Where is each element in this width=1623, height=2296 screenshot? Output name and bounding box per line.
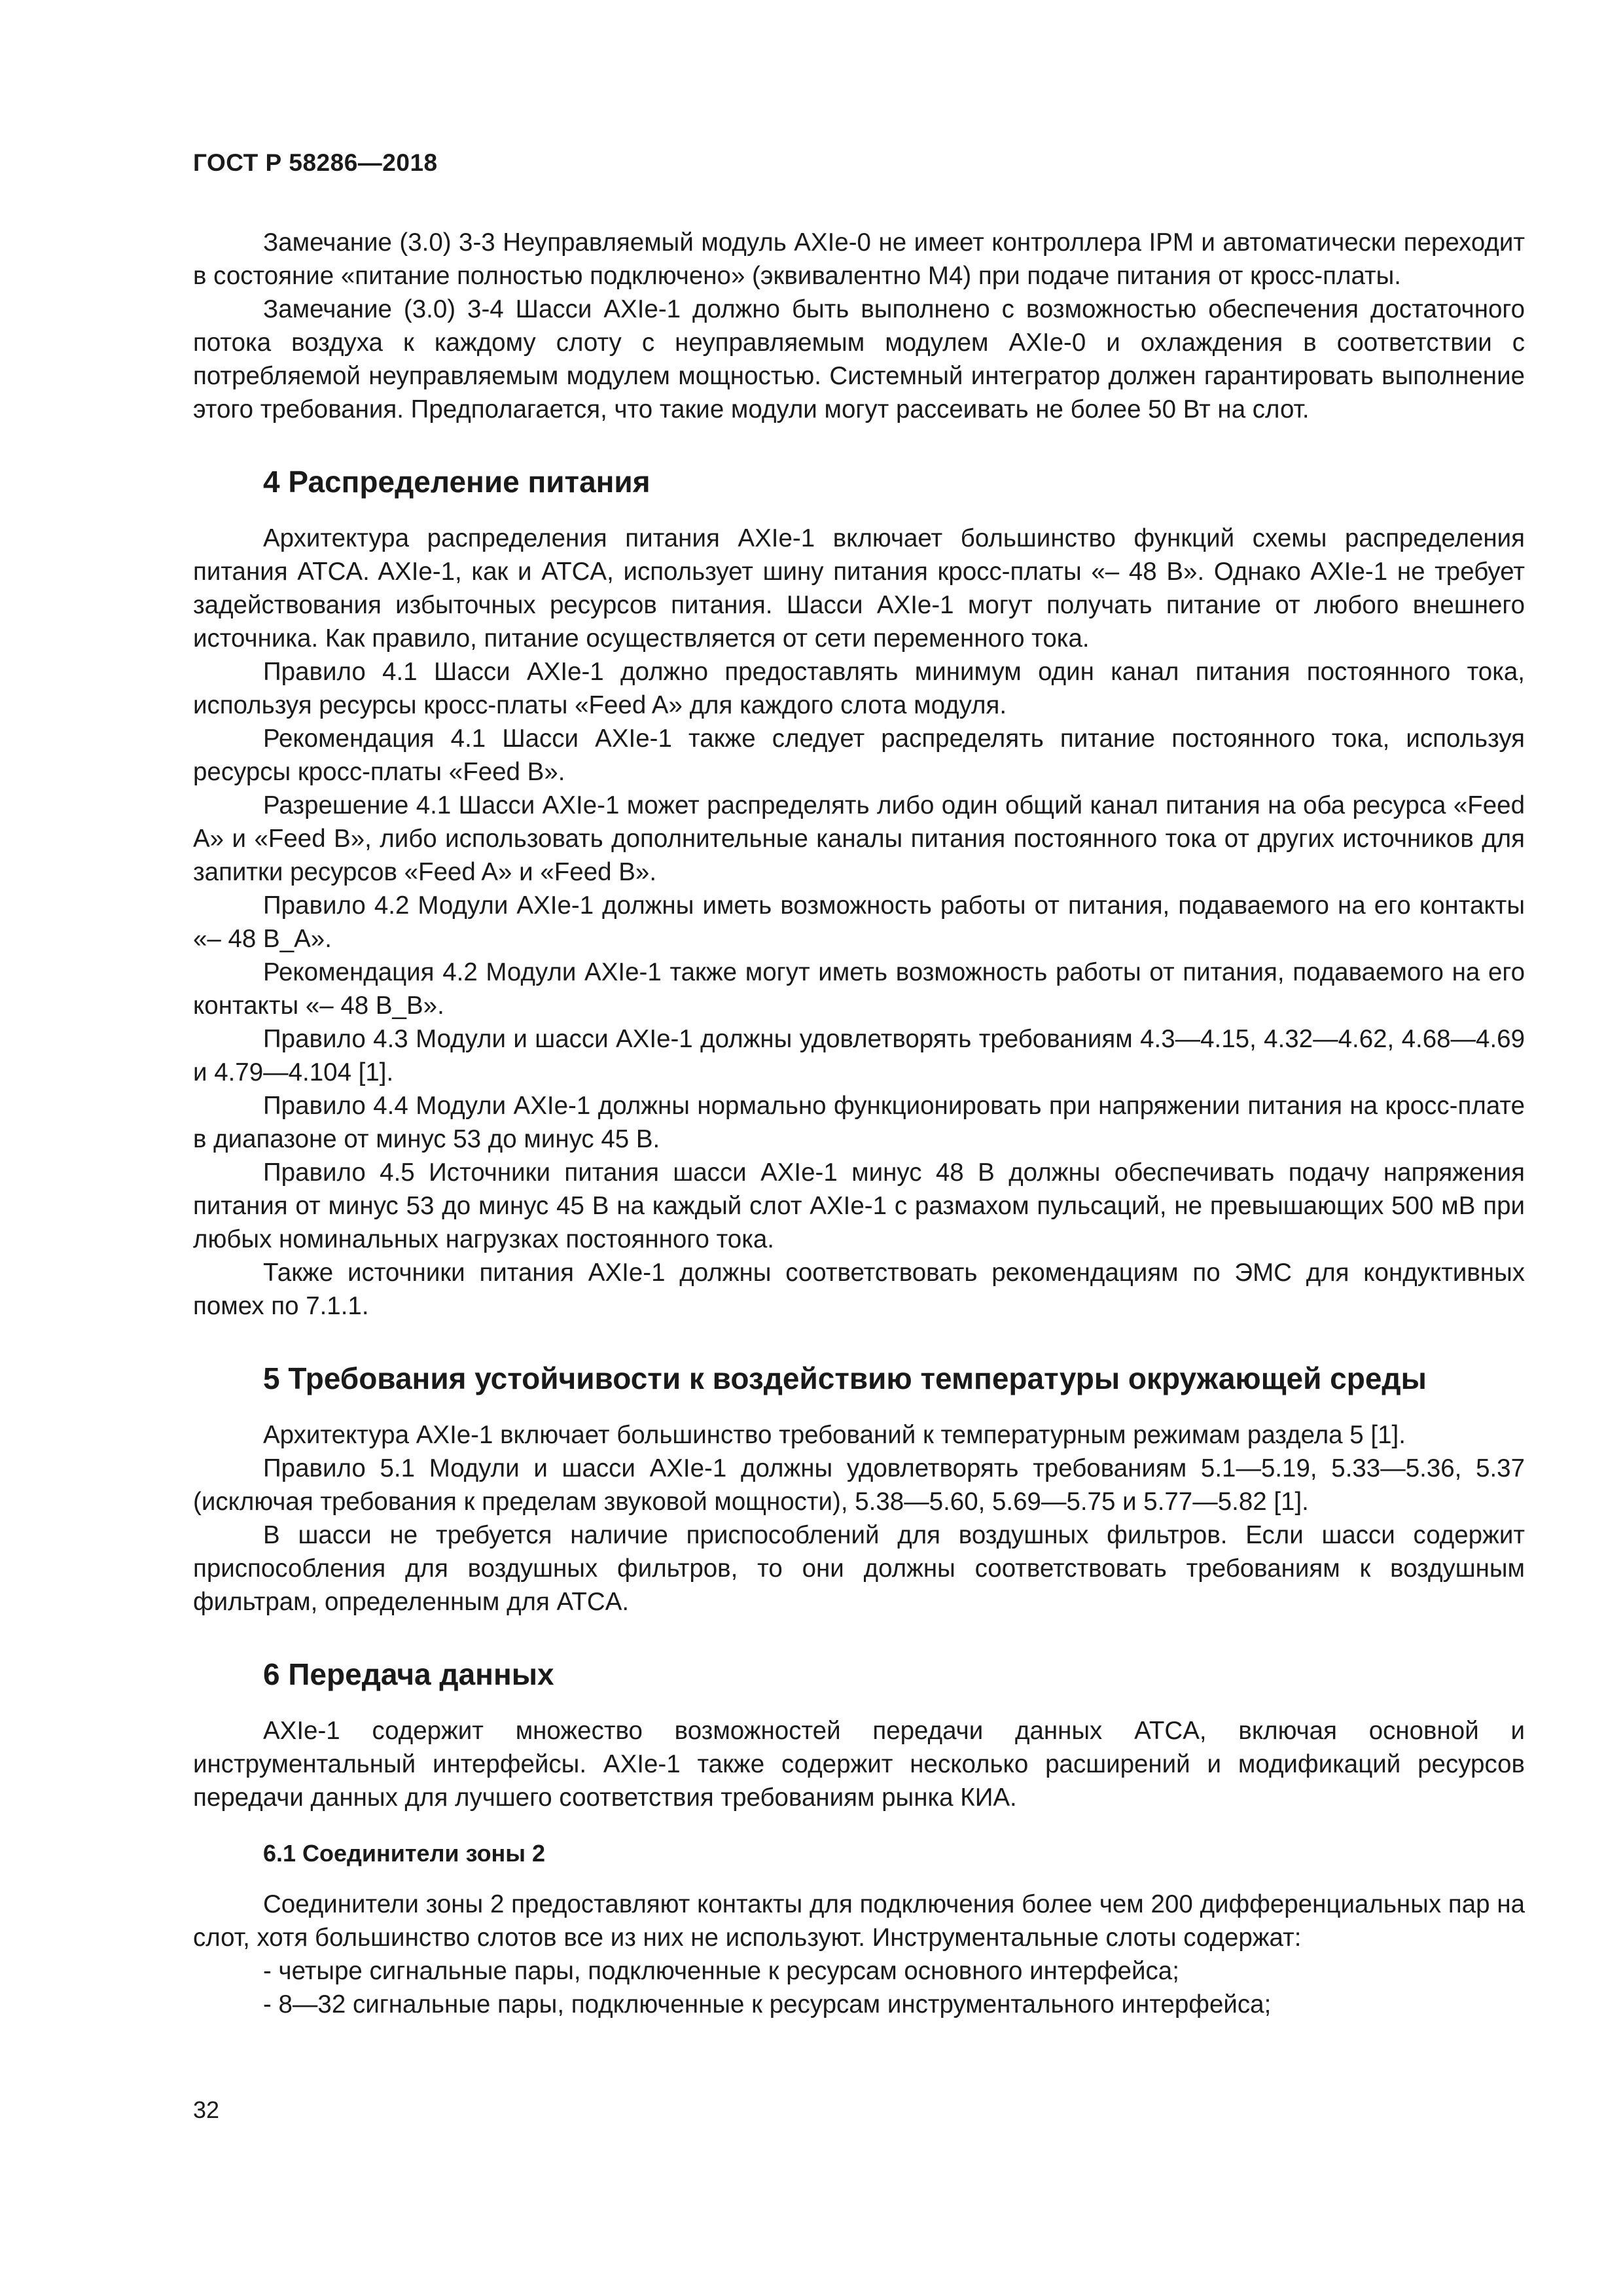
rule-4-4: Правило 4.4 Модули AXIe-1 должны нормально функционировать при напряжении питания на кросс-плате в диапазоне от минус 53 до минус 45 В. — [193, 1092, 1525, 1153]
document-page — [193, 0, 1525, 2296]
recommendation-4-1: Рекомендация 4.1 Шасси AXIe-1 также следует распределять питание постоянного тока, используя ресурсы кросс-платы «Feed B». — [193, 725, 1525, 786]
list-item-base-interface: - четыре сигнальные пары, подключенные к ресурсам основного интерфейса; — [263, 1957, 1179, 1985]
recommendation-4-2: Рекомендация 4.2 Модули AXIe-1 также могут иметь возможность работы от питания, подаваемого на его контакты «– 48 В_В». — [193, 958, 1525, 1020]
emc-note: Также источники питания AXIe-1 должны соответствовать рекомендациям по ЭМС для кондуктивных помех по 7.1.1. — [193, 1259, 1525, 1320]
document-body — [193, 226, 1525, 2021]
note-3-4: Замечание (3.0) 3-4 Шасси AXIe-1 должно быть выполнено с возможностью обеспечения достаточного потока воздуха к каждому слоту с неуправляемым модулем AXIe-0 и охлаждения в соответствии с потребляемой неуправляемым модулем мощностью. Системный интегратор должен гарантировать выполнение этого требования. Предполагается, что такие модули могут рассеивать не более 50 Вт на слот. — [193, 295, 1525, 423]
list-item-instrument-interface: - 8—32 сигнальные пары, подключенные к ресурсам инструментального интерфейса; — [263, 1990, 1272, 2018]
rule-4-2: Правило 4.2 Модули AXIe-1 должны иметь возможность работы от питания, подаваемого на его контакты «– 48 В_А». — [193, 891, 1525, 953]
standard-code-header: ГОСТ Р 58286—2018 — [193, 149, 438, 176]
rule-4-5: Правило 4.5 Источники питания шасси AXIe-1 минус 48 В должны обеспечивать подачу напряжения питания от минус 53 до минус 45 В на каждый слот AXIe-1 с размахом пульсаций, не превышающих 500 мВ при любых номинальных нагрузках постоянного тока. — [193, 1158, 1525, 1253]
note-3-3: Замечание (3.0) 3-3 Неуправляемый модуль AXIe-0 не имеет контроллера IPM и автоматически переходит в состояние «питание полностью подключено» (эквивалентно M4) при подаче питания от кросс-платы. — [193, 228, 1525, 290]
rule-5-1: Правило 5.1 Модули и шасси AXIe-1 должны удовлетворять требованиям 5.1—5.19, 5.33—5.36, 5.37 (исключая требования к пределам звуковой мощности), 5.38—5.60, 5.69—5.75 и 5.77—5.82 [1]. — [193, 1454, 1525, 1516]
air-filter-note: В шасси не требуется наличие приспособлений для воздушных фильтров. Если шасси содержит приспособления для воздушных фильтров, то они должны соответствовать требованиям к воздушным фильтрам, определенным для ATCA. — [193, 1521, 1525, 1616]
zone-2-connectors-intro: Соединители зоны 2 предоставляют контакты для подключения более чем 200 дифференциальных пар на слот, хотя большинство слотов все из них не используют. Инструментальные слоты содержат: — [193, 1890, 1525, 1952]
section-4-heading: 4 Распределение питания — [263, 465, 651, 499]
section-5-heading: 5 Требования устойчивости к воздействию температуры окружающей среды — [263, 1361, 1427, 1395]
section-5-intro: Архитектура AXIe-1 включает большинство требований к температурным режимам раздела 5 [1]. — [263, 1421, 1406, 1449]
rule-4-1: Правило 4.1 Шасси AXIe-1 должно предоставлять минимум один канал питания постоянного тока, используя ресурсы кросс-платы «Feed A» для каждого слота модуля. — [193, 658, 1525, 719]
section-6-heading: 6 Передача данных — [263, 1657, 554, 1691]
section-4-intro: Архитектура распределения питания AXIe-1 включает большинство функций схемы распределения питания ATCA. AXIe-1, как и ATCA, использует шину питания кросс-платы «– 48 В». Однако AXIe-1 не требует задействования избыточных ресурсов питания. Шасси AXIe-1 могут получать питание от любого внешнего источника. Как правило, питание осуществляется от сети переменного тока. — [193, 524, 1525, 653]
page-number: 32 — [193, 2096, 220, 2123]
permission-4-1: Разрешение 4.1 Шасси AXIe-1 может распределять либо один общий канал питания на оба ресурса «Feed A» и «Feed B», либо использовать дополнительные каналы питания постоянного тока от других источников для запитки ресурсов «Feed A» и «Feed B». — [193, 791, 1525, 886]
rule-4-3: Правило 4.3 Модули и шасси AXIe-1 должны удовлетворять требованиям 4.3—4.15, 4.32—4.62, 4.68—4.69 и 4.79—4.104 [1]. — [193, 1025, 1525, 1086]
section-6-intro: AXIe-1 содержит множество возможностей передачи данных ATCA, включая основной и инструментальный интерфейсы. AXIe-1 также содержит несколько расширений и модификаций ресурсов передачи данных для лучшего соответствия требованиям рынка КИА. — [193, 1717, 1525, 1812]
subsection-6-1-heading: 6.1 Соединители зоны 2 — [263, 1840, 546, 1867]
